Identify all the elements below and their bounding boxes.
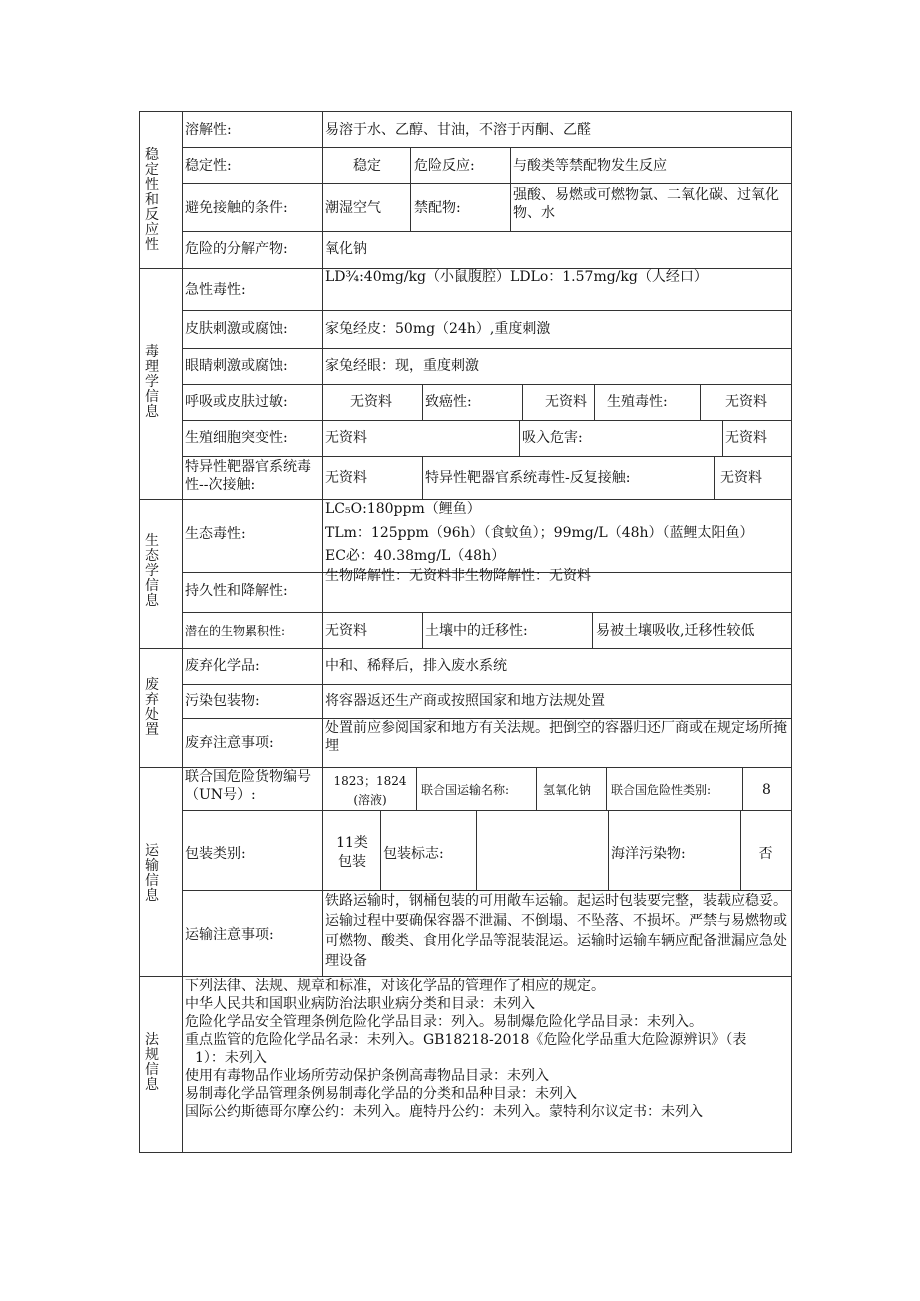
pack-value: 将容器返还生产商或按照国家和地方法规处置: [325, 693, 605, 709]
cell-divider: [714, 456, 715, 499]
row-divider: [182, 310, 791, 311]
row-divider: [182, 810, 791, 811]
stability-label: 稳定性:: [185, 158, 232, 174]
persist-label: 持久性和降解性:: [185, 583, 288, 599]
avoid-label: 避免接触的条件:: [185, 200, 288, 216]
incompat-label: 禁配物:: [414, 200, 461, 216]
marine-label: 海洋污染物:: [611, 846, 686, 862]
cell-divider: [592, 612, 593, 648]
un-value-line2: (溶液): [353, 793, 387, 807]
regulatory-line: 国际公约斯德哥尔摩公约：未列入。鹿特丹公约：未列入。蒙特利尔议定书：未列入: [185, 1104, 703, 1120]
stability-value: 稳定: [353, 158, 381, 174]
stot-single-value: 无资料: [325, 470, 367, 486]
stot-repeat-value: 无资料: [720, 470, 762, 486]
row-divider: [182, 183, 791, 184]
ship-name-value: 氢氧化钠: [543, 783, 592, 797]
mark-label: 包装标志:: [383, 846, 444, 862]
cell-divider: [410, 147, 411, 231]
marine-value: 否: [758, 846, 773, 862]
sensit-label: 呼吸或皮肤过敏:: [185, 394, 288, 410]
row-divider: [182, 456, 791, 457]
cell-divider: [422, 612, 423, 648]
repro-value: 无资料: [725, 394, 767, 410]
ecotox-line3: EC必：40.38mg/L（48h）: [325, 548, 506, 564]
mutagen-value: 无资料: [325, 430, 367, 446]
cell-divider: [510, 147, 511, 231]
waste-label: 废弃化学品:: [185, 658, 260, 674]
acute-label: 急性毒性:: [185, 282, 246, 298]
soil-value: 易被土壤吸收,迁移性较低: [596, 623, 755, 639]
cell-divider: [722, 420, 723, 456]
cell-divider: [594, 384, 595, 420]
aspir-value: 无资料: [725, 430, 767, 446]
sds-table: [139, 111, 792, 1153]
label-column-divider: [322, 112, 323, 976]
skin-label: 皮肤刺激或腐蚀:: [185, 321, 288, 337]
cell-divider: [416, 767, 417, 810]
row-divider: [182, 684, 791, 685]
solubility-value: 易溶于水、乙醇、甘油，不溶于丙酮、乙醛: [325, 122, 591, 138]
category-toxicology: 毒理学信息: [145, 344, 159, 420]
transport-note-value: 铁路运输时，钢桶包装的可用敞车运输。起运时包装要完整，装载应稳妥。运输过程中要确保容器不泄漏、不倒塌、不坠落、不损坏。严禁与易燃物或可燃物、酸类、食用化学品等混装混运。运输时运输车辆应配备泄漏应急处理设备: [325, 893, 787, 969]
acute-value: LD¾:40mg/kg（小鼠腹腔）LDLo：1.57mg/kg（人经口）: [325, 269, 708, 285]
eye-label: 眼睛刺激或腐蚀:: [185, 358, 288, 374]
cell-divider: [536, 767, 537, 810]
cell-divider: [476, 810, 477, 890]
regulatory-lines: [185, 977, 789, 1121]
solubility-label: 溶解性:: [185, 122, 232, 138]
category-transport: 运输信息: [145, 843, 159, 904]
pg-value-line1: 11类: [336, 835, 368, 851]
category-ecology: 生态学信息: [145, 533, 159, 609]
cell-divider: [522, 384, 523, 420]
cell-divider: [422, 456, 423, 499]
un-value-line1: 1823；1824: [333, 774, 407, 788]
transport-note-label: 运输注意事项:: [185, 927, 274, 943]
pack-label: 污染包装物:: [185, 693, 260, 709]
regulatory-line: 使用有毒物品作业场所劳动保护条例高毒物品目录：未列入: [185, 1068, 549, 1084]
disposal-note-label: 废弃注意事项:: [185, 735, 274, 751]
carcino-value: 无资料: [545, 394, 587, 410]
row-divider: [182, 348, 791, 349]
decomp-value: 氧化钠: [325, 241, 367, 257]
ship-name-label: 联合国运输名称:: [421, 783, 510, 797]
bioacc-value: 无资料: [325, 623, 367, 639]
cell-divider: [742, 767, 743, 810]
hazard-reaction-value: 与酸类等禁配物发生反应: [513, 158, 667, 174]
hazard-reaction-label: 危险反应:: [414, 158, 475, 174]
disposal-note-value: 处置前应参阅国家和地方有关法规。把倒空的容器归还厂商或在规定场所掩埋: [325, 720, 787, 754]
un-label: 联合国危险货物编号（UN号）:: [185, 769, 311, 803]
soil-label: 土壤中的迁移性:: [425, 623, 528, 639]
regulatory-line: 下列法律、法规、规章和标准，对该化学品的管理作了相应的规定。: [185, 978, 605, 994]
category-regulatory: 法规信息: [145, 1032, 159, 1093]
row-divider: [182, 147, 791, 148]
row-divider: [182, 420, 791, 421]
ecotox-line2: TLm：125ppm（96h）（食蚊鱼）；99mg/L（48h）（蓝鲤太阳鱼）: [325, 525, 754, 541]
repro-label: 生殖毒性:: [607, 394, 668, 410]
cell-divider: [608, 810, 609, 890]
decomp-label: 危险的分解产物:: [185, 241, 288, 257]
bioacc-label: 潜在的生物累积性:: [185, 624, 286, 638]
stot-single-label: 特异性靶器官系统毒性--次接触:: [185, 459, 311, 493]
pg-value-line2: 包装: [338, 854, 366, 870]
regulatory-line: 易制毒化学品管理条例易制毒化学品的分类和品种目录：未列入: [185, 1086, 577, 1102]
stot-repeat-label: 特异性靶器官系统毒性-反复接触:: [425, 470, 631, 486]
ecotox-label: 生态毒性:: [185, 526, 246, 542]
class-label: 联合国危险性类别:: [611, 783, 712, 797]
aspir-label: 吸入危害:: [522, 430, 583, 446]
row-divider: [182, 231, 791, 232]
cell-divider: [740, 810, 741, 890]
carcino-label: 致癌性:: [425, 394, 472, 410]
ecotox-line1: LC₅O:180ppm（鲤鱼）: [325, 501, 481, 517]
cell-divider: [700, 384, 701, 420]
persist-value: 生物降解性：无资料非生物降解性：无资料: [325, 568, 591, 584]
row-divider: [182, 612, 791, 613]
regulatory-line: 中华人民共和国职业病防治法职业病分类和目录：未列入: [185, 996, 535, 1012]
regulatory-line: 重点监管的危险化学品名录：未列入。GB18218-2018《危险化学品重大危险源辨识》（表: [185, 1032, 747, 1048]
eye-value: 家兔经眼：现，重度刺激: [325, 358, 479, 374]
skin-value: 家兔经皮：50mg（24h）,重度刺激: [325, 321, 551, 337]
pg-label: 包装类别:: [185, 846, 246, 862]
avoid-value: 潮湿空气: [325, 200, 381, 216]
regulatory-line: 危险化学品安全管理条例危险化学品目录：列入。易制爆危险化学品目录：未列入。: [185, 1014, 703, 1030]
sensit-value: 无资料: [350, 394, 392, 410]
waste-value: 中和、稀释后，排入废水系统: [325, 658, 507, 674]
mutagen-label: 生殖细胞突变性:: [185, 430, 288, 446]
cell-divider: [422, 384, 423, 420]
section-divider-disposal: [140, 648, 791, 649]
regulatory-line: 1）：未列入: [195, 1050, 267, 1066]
cell-divider: [606, 767, 607, 810]
cell-divider: [380, 810, 381, 890]
class-value: 8: [762, 782, 771, 798]
cell-divider: [519, 420, 520, 456]
category-disposal: 废弃处置: [145, 677, 159, 738]
category-stability: 稳定性和反应性: [145, 147, 159, 253]
incompat-value: 强酸、易燃或可燃物氯、二氧化碳、过氧化物、水: [513, 187, 779, 221]
